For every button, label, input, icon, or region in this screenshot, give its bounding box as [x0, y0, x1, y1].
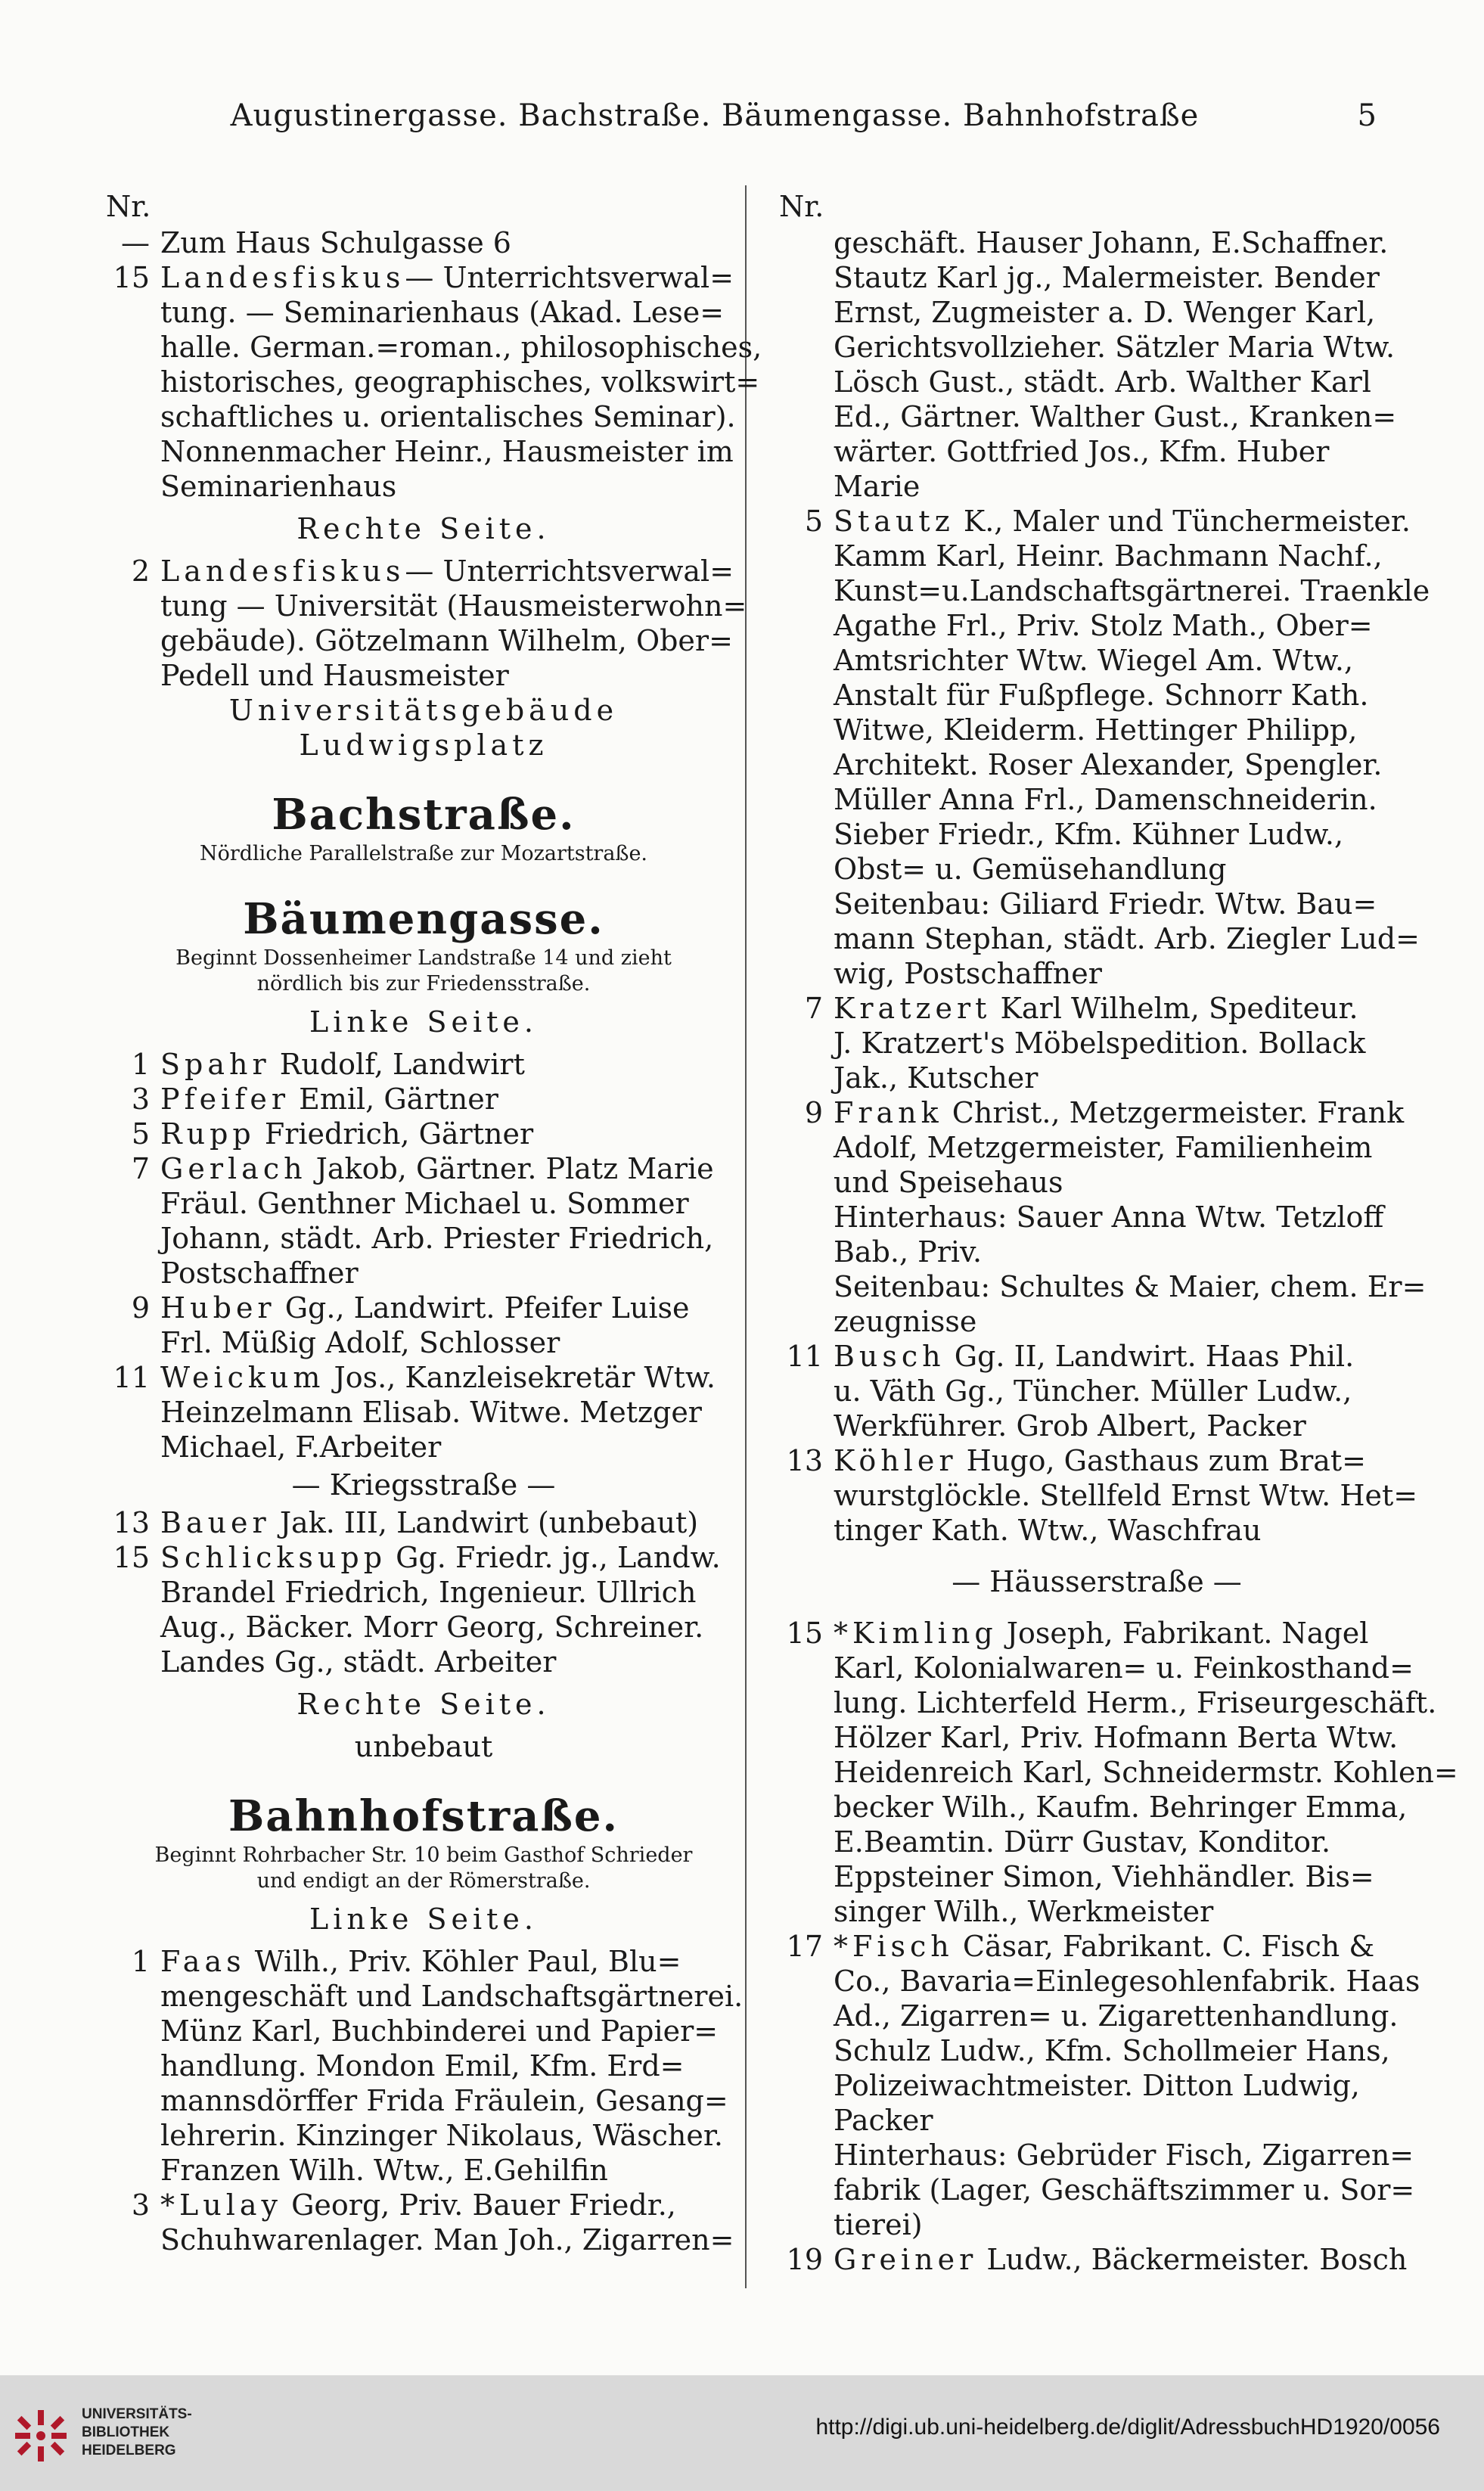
house-number: 5: [131, 1117, 150, 1151]
unbebaut-note: unbebaut: [354, 1730, 493, 1763]
entry-line: und Speisehaus: [834, 1166, 1063, 1199]
entry-name: Huber: [160, 1291, 276, 1325]
entry-line: Hinterhaus: Gebrüder Fisch, Zigarren=: [834, 2138, 1414, 2172]
entry-line: Ad., Zigarren= u. Zigarettenhandlung.: [834, 1999, 1399, 2033]
side-label: Rechte Seite.: [296, 512, 551, 545]
entry-line: lehrerin. Kinzinger Nikolaus, Wäscher.: [160, 2119, 723, 2152]
entry-line: Adolf, Metzgermeister, Familienheim: [834, 1131, 1373, 1164]
list-item: [106, 1944, 744, 2188]
house-number: 15: [786, 1617, 823, 1650]
side-label: Rechte Seite.: [296, 1688, 551, 1721]
list-item: [779, 1095, 1414, 1200]
entry-line: Jos., Kanzleisekretär Wtw.: [334, 1361, 716, 1394]
house-number: 3: [131, 2188, 150, 2222]
street-description: nördlich bis zur Friedensstraße.: [256, 972, 591, 995]
list-item: [779, 991, 1414, 1095]
entry-line: tierei): [834, 2208, 923, 2241]
entry-line: Gerichtsvollzieher. Sätzler Maria Wtw.: [834, 331, 1396, 364]
entry-line: tinger Kath. Wtw., Waschfrau: [834, 1514, 1262, 1547]
entry-line: Packer: [834, 2104, 933, 2137]
entry-line: Jak., Kutscher: [834, 1061, 1038, 1095]
side-label: Linke Seite.: [309, 1902, 538, 1936]
entry-line: Hölzer Karl, Priv. Hofmann Berta Wtw.: [834, 1721, 1399, 1754]
entry-line: zeugnisse: [834, 1305, 977, 1338]
street-heading: Bäumengasse.: [243, 894, 604, 944]
entry-line: Bab., Priv.: [834, 1235, 983, 1269]
entry-line: Ludw., Bäckermeister. Bosch: [986, 2243, 1408, 2276]
entry-line: Postschaffner: [160, 1256, 359, 1290]
entry-name: Frank: [834, 1096, 943, 1129]
page-number: 5: [1357, 98, 1377, 133]
entry-name: Gerlach: [160, 1152, 307, 1185]
entry-line: Amtsrichter Wtw. Wiegel Am. Wtw.,: [834, 644, 1354, 677]
entry-line: handlung. Mondon Emil, Kfm. Erd=: [160, 2049, 685, 2083]
entry-line: — Unterrichtsverwal=: [405, 554, 734, 588]
list-item: [106, 1291, 741, 1360]
entry-line: Schuhwarenlager. Man Joh., Zigarren=: [160, 2223, 734, 2256]
entry-line: Seminarienhaus: [160, 470, 397, 503]
side-label: Linke Seite.: [309, 1005, 538, 1039]
entry-line: mann Stephan, städt. Arb. Ziegler Lud=: [834, 922, 1420, 955]
entry-line: Cäsar, Fabrikant. C. Fisch &: [962, 1930, 1375, 1963]
entry-line: Polizeiwachtmeister. Ditton Ludwig,: [834, 2069, 1360, 2102]
entry-line: u. Väth Gg., Tüncher. Müller Ludw.,: [834, 1374, 1352, 1408]
house-number: 7: [131, 1152, 150, 1185]
entry-line: Kamm Karl, Heinr. Bachmann Nachf.,: [834, 539, 1383, 573]
house-number: 2: [131, 554, 150, 588]
house-number: 9: [131, 1291, 150, 1325]
entry-line: Stautz Karl jg., Malermeister. Bender: [834, 261, 1380, 294]
street-heading: Bachstraße.: [272, 790, 576, 840]
entry-line: Johann, städt. Arb. Priester Friedrich,: [160, 1222, 714, 1255]
entry-line: tung. — Seminarienhaus (Akad. Lese=: [160, 296, 725, 329]
entry-line: fabrik (Lager, Geschäftszimmer u. Sor=: [834, 2173, 1415, 2207]
list-item: [779, 2138, 1414, 2242]
source-url[interactable]: http://digi.ub.uni-heidelberg.de/diglit/AdressbuchHD1920/0056: [815, 2415, 1440, 2440]
list-item: [106, 1360, 741, 1464]
list-item: [106, 1540, 741, 1679]
entry-line: Pedell und Hausmeister: [160, 659, 509, 692]
list-item: [779, 225, 1414, 504]
house-number: 5: [804, 505, 823, 538]
list-item: [779, 504, 1430, 887]
entry-line: Seitenbau: Schultes & Maier, chem. Er=: [834, 1270, 1427, 1303]
entry-line: gebäude). Götzelmann Wilhelm, Ober=: [160, 624, 733, 657]
entry-line: Hinterhaus: Sauer Anna Wtw. Tetzloff: [834, 1200, 1384, 1234]
right-column: [779, 189, 1458, 2277]
house-number: 15: [113, 261, 150, 294]
entry-line: Christ., Metzgermeister. Frank: [952, 1096, 1405, 1129]
entry-line: wig, Postschaffner: [834, 957, 1102, 990]
entry-line: Lösch Gust., städt. Arb. Walther Karl: [834, 365, 1371, 399]
cross-street: — Kriegsstraße —: [291, 1468, 556, 1502]
entry-line: Eppsteiner Simon, Viehhändler. Bis=: [834, 1860, 1374, 1893]
list-item: [779, 1616, 1458, 1929]
house-number: 9: [804, 1096, 823, 1129]
entry-line: Emil, Gärtner: [299, 1082, 498, 1116]
list-item: [106, 1047, 741, 1082]
house-number: 11: [113, 1361, 150, 1394]
entry-name: Busch: [834, 1340, 945, 1373]
entry-name: *Fisch: [834, 1930, 954, 1963]
house-number: 1: [131, 1048, 150, 1081]
list-item: [779, 2242, 1414, 2277]
entry-line: geschäft. Hauser Johann, E.Schaffner.: [834, 226, 1389, 259]
street-description: Nördliche Parallelstraße zur Mozartstraße.: [199, 842, 648, 865]
entry-line: halle. German.=roman., philosophisches,: [160, 331, 762, 364]
entry-line: Werkführer. Grob Albert, Packer: [834, 1409, 1306, 1443]
entry-line: Ed., Gärtner. Walther Gust., Kranken=: [834, 400, 1397, 433]
entry-line: wurstglöckle. Stellfeld Ernst Wtw. Het=: [834, 1479, 1418, 1512]
entry-line: Heidenreich Karl, Schneidermstr. Kohlen=: [834, 1756, 1458, 1789]
entry-name: Spahr: [160, 1048, 271, 1081]
entry-line: mannsdörffer Frida Fräulein, Gesang=: [160, 2084, 728, 2117]
entry-line: wärter. Gottfried Jos., Kfm. Huber: [834, 435, 1330, 468]
entry-name: Bauer: [160, 1506, 271, 1539]
entry-line: Zum Haus Schulgasse 6: [160, 226, 511, 259]
street-description: und endigt an der Römerstraße.: [256, 1869, 591, 1893]
entry-line: Jak. III, Landwirt (unbebaut): [279, 1506, 699, 1539]
house-number: 1: [131, 1945, 150, 1978]
house-number: 13: [113, 1506, 150, 1539]
entry-line: Anstalt für Fußpflege. Schnorr Kath.: [834, 679, 1369, 712]
entry-name: *Kimling: [834, 1617, 998, 1650]
entry-line: Gg. II, Landwirt. Haas Phil.: [954, 1340, 1355, 1373]
entry-line: Landes Gg., städt. Arbeiter: [160, 1645, 557, 1679]
entry-line: Münz Karl, Buchbinderei und Papier=: [160, 2014, 719, 2048]
entry-name: Rupp: [160, 1117, 256, 1151]
entry-line: Fräul. Genthner Michael u. Sommer: [160, 1187, 689, 1220]
entry-line: Sieber Friedr., Kfm. Kühner Ludw.,: [834, 818, 1344, 851]
entry-line: Obst= u. Gemüsehandlung: [834, 853, 1227, 886]
entry-line: Franzen Wilh. Wtw., E.Gehilfin: [160, 2154, 608, 2187]
entry-line: Witwe, Kleiderm. Hettinger Philipp,: [834, 713, 1358, 747]
entry-line: Aug., Bäcker. Morr Georg, Schreiner.: [160, 1610, 704, 1644]
house-number: 3: [131, 1082, 150, 1116]
entry-name: Weickum: [160, 1361, 325, 1394]
entry-line: schaftliches u. orientalisches Seminar).: [160, 400, 736, 433]
entry-line: Karl Wilhelm, Spediteur.: [1000, 992, 1358, 1025]
house-number: 15: [113, 1541, 150, 1574]
entry-line: Schulz Ludw., Kfm. Schollmeier Hans,: [834, 2034, 1390, 2067]
entry-line: Georg, Priv. Bauer Friedr.,: [291, 2188, 676, 2222]
entry-line: Frl. Müßig Adolf, Schlosser: [160, 1326, 560, 1359]
entry-line: becker Wilh., Kaufm. Behringer Emma,: [834, 1791, 1408, 1824]
list-item: [779, 1929, 1420, 2138]
entry-line: Joseph, Fabrikant. Nagel: [1006, 1617, 1369, 1650]
entry-line: Architekt. Roser Alexander, Spengler.: [834, 748, 1383, 781]
entry-line: Co., Bavaria=Einlegesohlenfabrik. Haas: [834, 1965, 1420, 1998]
list-item: [779, 1443, 1418, 1548]
list-item: [106, 1151, 741, 1291]
house-number: 11: [786, 1340, 823, 1373]
entry-name: Landesfiskus: [160, 261, 405, 294]
footer-bar: [0, 2375, 1484, 2491]
entry-name: Faas: [160, 1945, 246, 1978]
entry-line: tung — Universität (Hausmeisterwohn=: [160, 589, 747, 623]
entry-name: Schlicksupp: [160, 1541, 387, 1574]
entry-line: Wilh., Priv. Köhler Paul, Blu=: [254, 1945, 681, 1978]
entry-line: K., Maler und Tünchermeister.: [963, 505, 1411, 538]
entry-line: Kunst=u.Landschaftsgärtnerei. Traenkle: [834, 574, 1430, 607]
list-item: [779, 1339, 1414, 1443]
entry-line: Michael, F.Arbeiter: [160, 1430, 442, 1464]
building-name: Universitätsgebäude: [228, 694, 619, 727]
building-location: Ludwigsplatz: [299, 728, 548, 762]
entry-line: Marie: [834, 470, 921, 503]
entry-line: E.Beamtin. Dürr Gustav, Konditor.: [834, 1825, 1331, 1859]
nr-label: Nr.: [779, 190, 824, 223]
entry-line: singer Wilh., Werkmeister: [834, 1895, 1214, 1928]
cross-street: — Häusserstraße —: [952, 1565, 1242, 1598]
entry-line: lung. Lichterfeld Herm., Friseurgeschäft.: [834, 1686, 1437, 1719]
entry-line: J. Kratzert's Möbelspedition. Bollack: [834, 1027, 1366, 1060]
left-column: [106, 189, 762, 2257]
page-header: [113, 98, 1377, 144]
entry-name: Landesfiskus: [160, 554, 405, 588]
list-item: [106, 554, 747, 693]
street-description: Beginnt Rohrbacher Str. 10 beim Gasthof Schrieder: [154, 1843, 693, 1867]
entry-line: Seitenbau: Giliard Friedr. Wtw. Bau=: [834, 887, 1377, 921]
entry-name: Pfeifer: [160, 1082, 290, 1116]
list-item: [779, 887, 1420, 991]
library-logo-icon: [11, 2406, 71, 2466]
entry-line: — Unterrichtsverwal=: [405, 261, 734, 294]
entry-line: Hugo, Gasthaus zum Brat=: [966, 1444, 1367, 1477]
house-number: 7: [804, 992, 823, 1025]
street-heading: Bahnhofstraße.: [228, 1791, 619, 1841]
list-item: [779, 1200, 1427, 1339]
entry-name: Greiner: [834, 2243, 978, 2276]
house-number: 17: [786, 1930, 823, 1963]
list-item: [106, 2188, 741, 2257]
running-head: Augustinergasse. Bachstraße. Bäumengasse. Bahnhofstraße: [230, 98, 1200, 133]
entry-line: Agathe Frl., Priv. Stolz Math., Ober=: [834, 609, 1373, 642]
entry-line: Brandel Friedrich, Ingenieur. Ullrich: [160, 1576, 697, 1609]
entry-line: Nonnenmacher Heinr., Hausmeister im: [160, 435, 734, 468]
entry-line: Müller Anna Frl., Damenschneiderin.: [834, 783, 1377, 816]
nr-label: Nr.: [106, 190, 151, 223]
entry-name: *Lulay: [160, 2188, 282, 2222]
entry-line: mengeschäft und Landschaftsgärtnerei.: [160, 1980, 744, 2013]
street-description: Beginnt Dossenheimer Landstraße 14 und zieht: [175, 946, 672, 970]
entry-name: Kratzert: [834, 992, 992, 1025]
list-item: [106, 1117, 741, 1151]
entry-line: Friedrich, Gärtner: [264, 1117, 534, 1151]
house-number: —: [121, 226, 150, 259]
entry-line: Karl, Kolonialwaren= u. Feinkosthand=: [834, 1651, 1414, 1685]
house-number: 13: [786, 1444, 823, 1477]
list-item: [106, 225, 741, 260]
library-name: UNIVERSITÄTS- BIBLIOTHEK HEIDELBERG: [82, 2406, 192, 2458]
list-item: [106, 1082, 741, 1117]
entry-line: Gg. Friedr. jg., Landw.: [396, 1541, 721, 1574]
entry-name: Stautz: [834, 505, 955, 538]
entry-line: Ernst, Zugmeister a. D. Wenger Karl,: [834, 296, 1376, 329]
entry-line: Rudolf, Landwirt: [279, 1048, 525, 1081]
entry-name: Köhler: [834, 1444, 958, 1477]
list-item: [106, 1505, 741, 1540]
entry-line: historisches, geographisches, volkswirt=: [160, 365, 760, 399]
entry-line: Heinzelmann Elisab. Witwe. Metzger: [160, 1396, 702, 1429]
entry-line: Jakob, Gärtner. Platz Marie: [315, 1152, 714, 1185]
list-item: [106, 260, 762, 504]
entry-line: Gg., Landwirt. Pfeifer Luise: [284, 1291, 690, 1325]
house-number: 19: [786, 2243, 823, 2276]
